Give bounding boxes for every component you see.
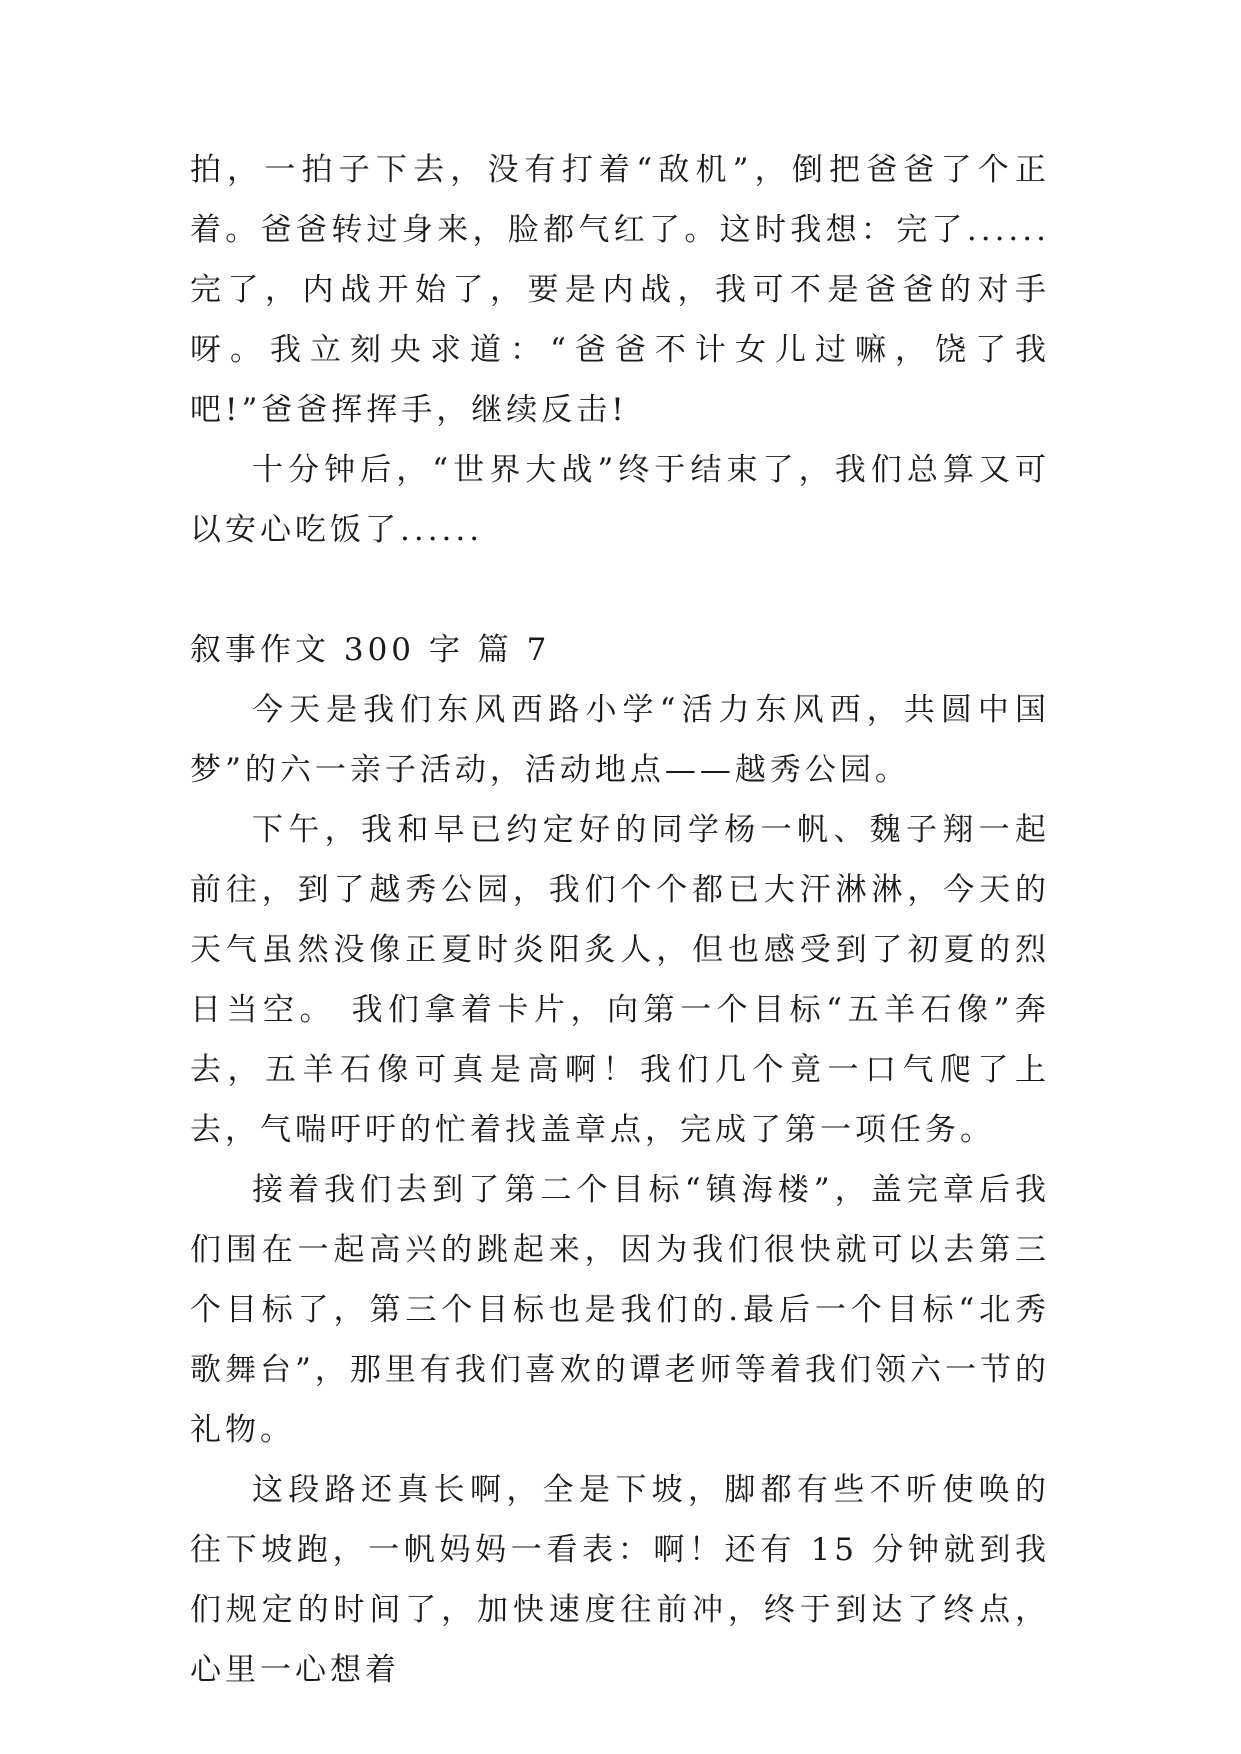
paragraph: 接着我们去到了第二个目标“镇海楼”，盖完章后我们围在一起高兴的跳起来，因为我们很快就可以去第三个目标了，第三个目标也是我们的.最后一个目标“北秀歌舞台”，那里有我们喜欢的谭老师等着我们领六一节的礼物。 [190, 1172, 1050, 1448]
section-heading: 叙事作文 300 字 篇 7 [190, 632, 551, 668]
story-continuation [190, 140, 1050, 560]
paragraph: 拍，一拍子下去，没有打着“敌机”，倒把爸爸了个正着。爸爸转过身来，脸都气红了。这时我想：完了......完了，内战开始了，要是内战，我可不是爸爸的对手呀。我立刻央求道：“爸爸不计女儿过嘛，饶了我吧!”爸爸挥挥手，继续反击! [190, 152, 1050, 428]
paragraph: 下午，我和早已约定好的同学杨一帆、魏子翔一起前往，到了越秀公园，我们个个都已大汗淋淋，今天的天气虽然没像正夏时炎阳炙人，但也感受到了初夏的烈日当空。 我们拿着卡片，向第一个目标“五羊石像”奔去，五羊石像可真是高啊！我们几个竟一口气爬了上去，气喘吁吁的忙着找盖章点，完成了第一项任务。 [190, 812, 1050, 1148]
paragraph: 这段路还真长啊，全是下坡，脚都有些不听使唤的往下坡跑，一帆妈妈一看表：啊！还有 15 分钟就到我们规定的时间了，加快速度往前冲，终于到达了终点，心里一心想着 [190, 1472, 1050, 1688]
paragraph: 今天是我们东风西路小学“活力东风西，共圆中国梦”的六一亲子活动，活动地点——越秀公园。 [190, 692, 1050, 788]
story-section-7 [190, 620, 1050, 1700]
paragraph: 十分钟后，“世界大战”终于结束了，我们总算又可以安心吃饭了...... [190, 452, 1050, 548]
